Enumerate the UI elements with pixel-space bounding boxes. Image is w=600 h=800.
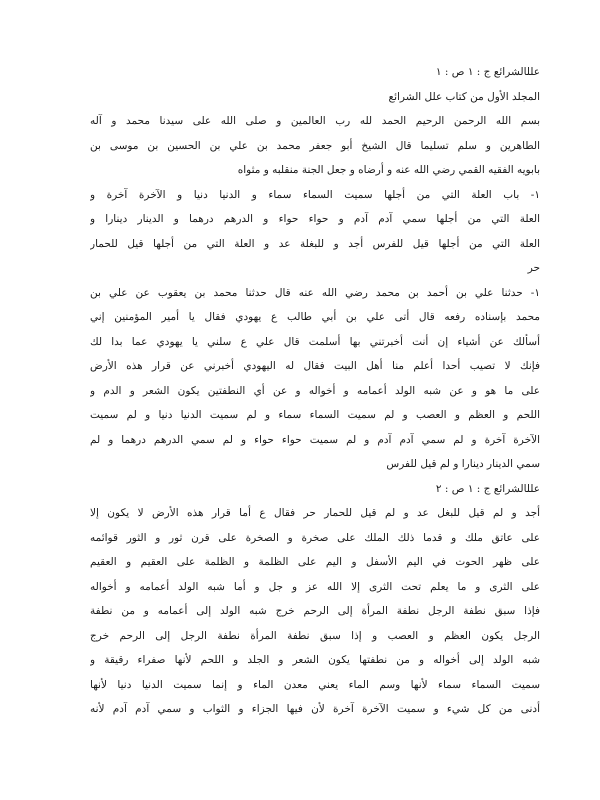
page-header: علل‏الشرائع ج : ١ ص : ٢ (435, 482, 540, 495)
text-line: أدنى من كل شي‏ء و سميت الآخرة آخرة لأن فيها الجزاء و الثواب و سمي آدم آدم لأنه (90, 703, 540, 715)
text-line: على عاتق ملك و قدما ذلك الملك على صخرة و الصخرة على قرن ثور و الثور قوائمه (90, 531, 540, 544)
text-line: الرجل يكون العظم و العصب و إذا سبق نطفة المرأة نطفة الرجل إلى الرحم خرج (90, 629, 540, 642)
text-line: بابويه الفقيه القمي رضي الله عنه و أرضاه و جعل الجنة منقلبه و مثواه (237, 164, 540, 176)
page-header: علل‏الشرائع ج : ١ ص : ١ (435, 66, 540, 78)
text-line: العلة التي من أجلها سمي آدم آدم و حواء حواء و الدرهم درهما و الدينار دينارا و (90, 213, 540, 225)
text-line: العلة التي من أجلها قيل للفرس أجد و للبغلة عد و العلة التي من أجلها قيل للحمار (90, 237, 540, 250)
text-line: ١- حدثنا علي بن أحمد بن محمد رضي الله عنه قال حدثنا محمد بن يعقوب عن علي بن (90, 286, 540, 299)
text-line: الطاهرين و سلم تسليما قال الشيخ أبو جعفر محمد بن علي بن الحسين بن موسى بن (90, 139, 540, 152)
text-line: اللحم و العظم و العصب و لم سميت السماء سماء و لم سميت الدنيا دنيا و لم سميت (90, 409, 540, 421)
text-line: المجلد الأول من كتاب علل الشرائع (388, 90, 540, 103)
text-line: فإنك لا تصيب أحدا أعلم منا أهل البيت فقال له اليهودي أخبرني عن قرار هذه الأرض (90, 360, 540, 372)
text-line: فإذا سبق نطفة الرجل نطفة المرأة إلى الرحم خرج شبه الولد إلى أعمامه و من نطفة (90, 605, 540, 617)
book-text (90, 60, 540, 722)
text-line: بسم الله الرحمن الرحيم الحمد لله رب العالمين و صلى الله على سيدنا محمد و آله (90, 115, 540, 127)
text-line: حر (527, 262, 540, 274)
text-line: أسألك عن أشياء إن أنت أخبرتني بها أسلمت قال علي ع سلني يا يهودي عما بدا لك (90, 335, 540, 348)
text-line: محمد بإسناده رفعه قال أتى علي بن أبي طالب ع يهودي فقال يا أمير المؤمنين إني (90, 311, 540, 323)
text-line: على ما هو و عن شبه الولد أعمامه و أخواله و عن أي النطفتين يكون الشعر و الدم و (90, 384, 540, 397)
text-line: سمي الدينار دينارا و لم قيل للفرس (386, 458, 540, 470)
text-line: سميت السماء سماء لأنها وسم الماء يعني معدن الماء و إنما سميت الدنيا دنيا لأنها (90, 678, 540, 691)
text-line: الآخرة آخرة و لم سمي آدم آدم و لم سميت حواء حواء و لم سمي الدرهم درهما و لم (90, 433, 540, 446)
text-line: ١- باب العلة التي من أجلها سميت السماء سماء و الدنيا دنيا و الآخرة آخرة و (90, 188, 540, 201)
text-line: على ظهر الحوت في اليم الأسفل و اليم على الظلمة و الظلمة على العقيم و العقيم (90, 556, 540, 568)
text-line: شبه الولد إلى أخواله و من نطفتها يكون الشعر و الجلد و اللحم لأنها صفراء رقيقة و (90, 654, 540, 666)
text-line: أجد و لم قيل للبغل عد و لم قيل للحمار حر فقال ع أما قرار هذه الأرض لا يكون إلا (90, 507, 540, 519)
text-line: على الثرى و ما يعلم تحت الثرى إلا الله عز و جل و أما شبه الولد أعمامه و أخواله (90, 580, 540, 593)
